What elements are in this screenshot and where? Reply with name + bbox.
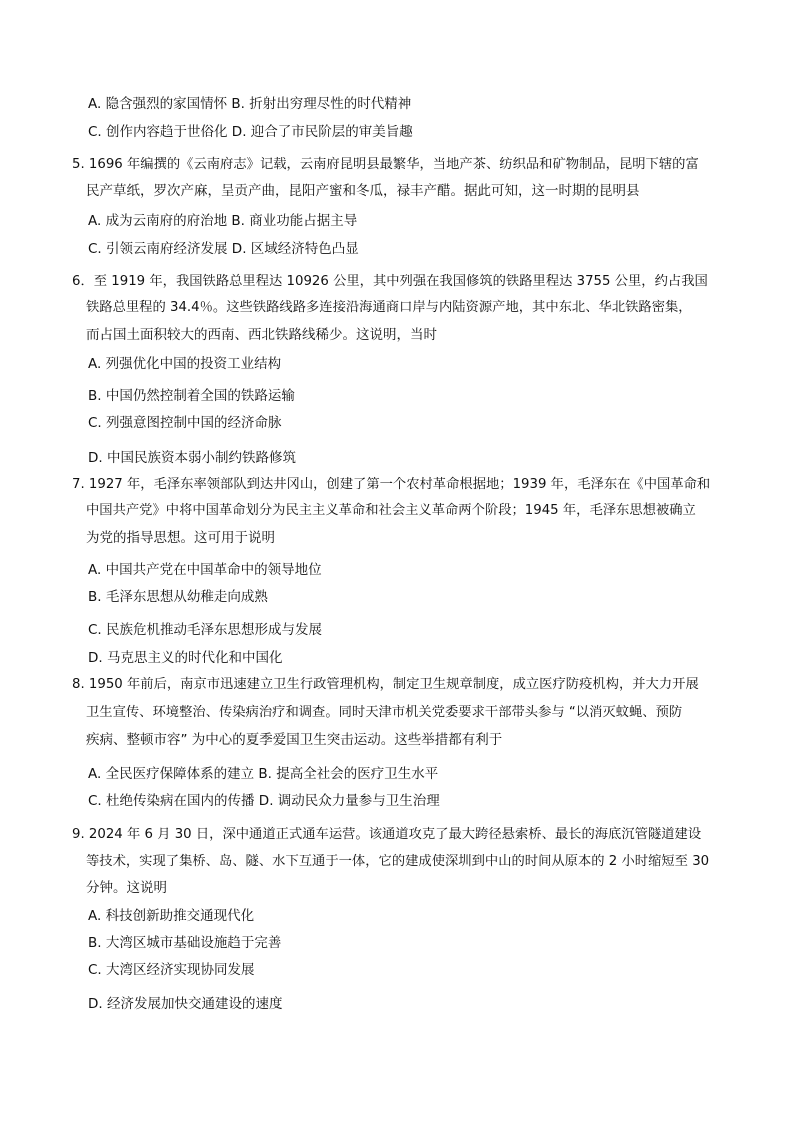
q9-option-b: B. 大湾区城市基础设施趋于完善 bbox=[88, 935, 282, 951]
q7-option-b: B. 毛泽东思想从幼稚走向成熟 bbox=[88, 589, 268, 605]
q6-option-c: C. 列强意图控制中国的经济命脉 bbox=[88, 415, 282, 431]
q8-option-cd: C. 杜绝传染病在国内的传播 D. 调动民众力量参与卫生治理 bbox=[88, 793, 440, 809]
q8-option-ab: A. 全民医疗保障体系的建立 B. 提高全社会的医疗卫生水平 bbox=[88, 766, 439, 782]
q7-option-a: A. 中国共产党在中国革命中的领导地位 bbox=[88, 562, 322, 578]
q9-option-a: A. 科技创新助推交通现代化 bbox=[88, 908, 255, 924]
q6-stem-line-1: 6．至 1919 年，我国铁路总里程达 10926 公里，其中列强在我国修筑的铁路里程达 3755 公里，约占我国 bbox=[72, 274, 708, 289]
q4-option-ab: A. 隐含强烈的家国情怀 B. 折射出穷理尽性的时代精神 bbox=[88, 96, 412, 112]
q6-option-b: B. 中国仍然控制着全国的铁路运输 bbox=[88, 388, 295, 404]
q7-option-c: C. 民族危机推动毛泽东思想形成与发展 bbox=[88, 622, 323, 638]
q9-option-c: C. 大湾区经济实现协同发展 bbox=[88, 962, 255, 978]
q7-stem-line-2: 中国共产党》中将中国革命划分为民主主义革命和社会主义革命两个阶段；1945 年，毛泽东思想被确立 bbox=[86, 503, 696, 518]
q7-stem-line-3: 为党的指导思想。这可用于说明 bbox=[86, 530, 275, 546]
q6-option-a: A. 列强优化中国的投资工业结构 bbox=[88, 356, 282, 372]
q9-stem-line-3: 分钟。这说明 bbox=[86, 880, 167, 896]
q7-option-d: D. 马克思主义的时代化和中国化 bbox=[88, 650, 283, 666]
q5-option-cd: C. 引领云南府经济发展 D. 区域经济特色凸显 bbox=[88, 241, 359, 257]
q9-stem-line-1: 9. 2024 年 6 月 30 日，深中通道正式通车运营。该通道攻克了最大跨径悬索桥、最长的海底沉管隧道建设 bbox=[72, 827, 702, 842]
q9-stem-line-2: 等技术，实现了集桥、岛、隧、水下互通于一体，它的建成使深圳到中山的时间从原本的 2 小时缩短至 30 bbox=[86, 854, 710, 869]
q8-stem-line-3: 疾病、整顿市容” 为中心的夏季爱国卫生突击运动。这些举措都有利于 bbox=[86, 732, 503, 748]
q9-option-d: D. 经济发展加快交通建设的速度 bbox=[88, 996, 283, 1012]
q8-stem-line-1: 8. 1950 年前后，南京市迅速建立卫生行政管理机构，制定卫生规章制度，成立医疗防疫机构，并大力开展 bbox=[72, 677, 699, 692]
q5-stem-line-2: 民产草纸，罗次产麻，呈贡产曲，昆阳产蜜和冬瓜，禄丰产醋。据此可知，这一时期的昆明县 bbox=[86, 183, 640, 199]
q6-stem-line-3: 而占国土面积较大的西南、西北铁路线稀少。这说明，当时 bbox=[86, 327, 437, 343]
q6-option-d: D. 中国民族资本弱小制约铁路修筑 bbox=[88, 450, 296, 466]
q4-option-cd: C. 创作内容趋于世俗化 D. 迎合了市民阶层的审美旨趣 bbox=[88, 124, 413, 140]
q5-option-ab: A. 成为云南府的府治地 B. 商业功能占据主导 bbox=[88, 213, 358, 229]
q6-stem-line-2: 铁路总里程的 34.4％。这些铁路线路多连接沿海通商口岸与内陆资源产地，其中东北、华北铁路密集， bbox=[86, 300, 692, 315]
q7-stem-line-1: 7. 1927 年，毛泽东率领部队到达井冈山，创建了第一个农村革命根据地；1939 年，毛泽东在《中国革命和 bbox=[72, 477, 711, 492]
q8-stem-line-2: 卫生宣传、环境整治、传染病治疗和调查。同时天津市机关党委要求干部带头参与 “以消灭蚊蝇、预防 bbox=[86, 705, 683, 720]
q5-stem-line-1: 5. 1696 年编撰的《云南府志》记载，云南府昆明县最繁华，当地产茶、纺织品和矿物制品，昆明下辖的富 bbox=[72, 157, 699, 172]
